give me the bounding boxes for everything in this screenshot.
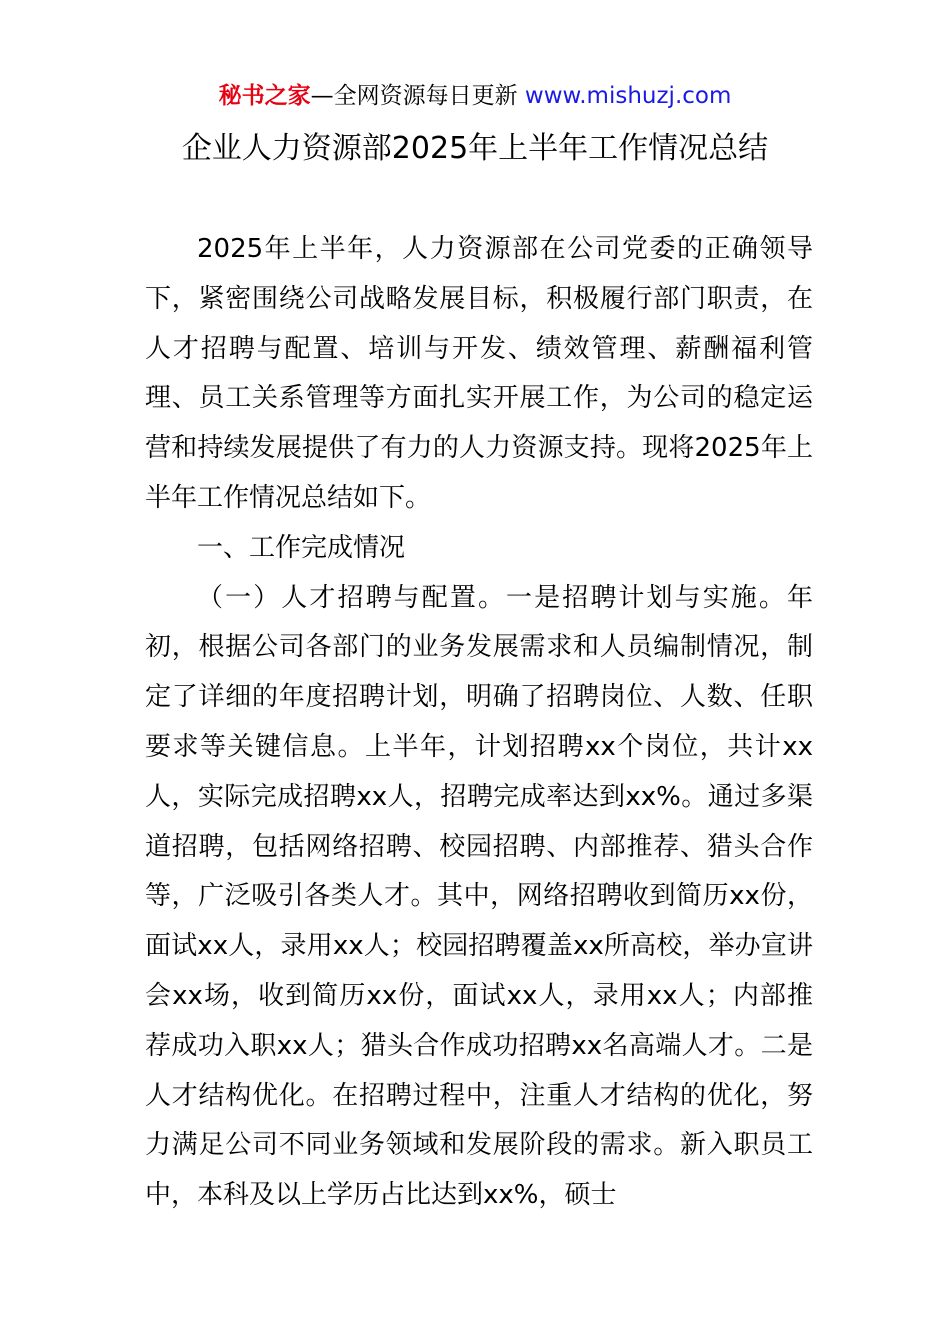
recruitment-paragraph: （一）人才招聘与配置。一是招聘计划与实施。年初，根据公司各部门的业务发展需求和人员编制情况，制定了详细的年度招聘计划，明确了招聘岗位、人数、任职要求等关键信息。上半年，计划招聘xx个岗位，共计xx人，实际完成招聘xx人，招聘完成率达到xx%。通过多渠道招聘，包括网络招聘、校园招聘、内部推荐、猎头合作等，广泛吸引各类人才。其中，网络招聘收到简历xx份，面试xx人，录用xx人；校园招聘覆盖xx所高校，举办宣讲会xx场，收到简历xx份，面试xx人，录用xx人；内部推荐成功入职xx人；猎头合作成功招聘xx名高端人才。二是人才结构优化。在招聘过程中，注重人才结构的优化，努力满足公司不同业务领域和发展阶段的需求。新入职员工中，本科及以上学历占比达到xx%，硕士 — [145, 582, 813, 1211]
document-body — [145, 225, 813, 1221]
intro-paragraph: 2025年上半年，人力资源部在公司党委的正确领导下，紧密围绕公司战略发展目标，积极履行部门职责，在人才招聘与配置、培训与开发、绩效管理、薪酬福利管理、员工关系管理等方面扎实开展工作，为公司的稳定运营和持续发展提供了有力的人力资源支持。现将2025年上半年工作情况总结如下。 — [145, 234, 813, 513]
section-heading: 一、工作完成情况 — [197, 532, 406, 563]
site-header — [0, 80, 950, 112]
document-title: 企业人力资源部2025年上半年工作情况总结 — [181, 131, 769, 166]
site-url[interactable]: www.mishuzj.com — [524, 83, 732, 109]
header-tagline: —全网资源每日更新 — [310, 83, 518, 109]
brand-name: 秘书之家 — [218, 83, 311, 109]
